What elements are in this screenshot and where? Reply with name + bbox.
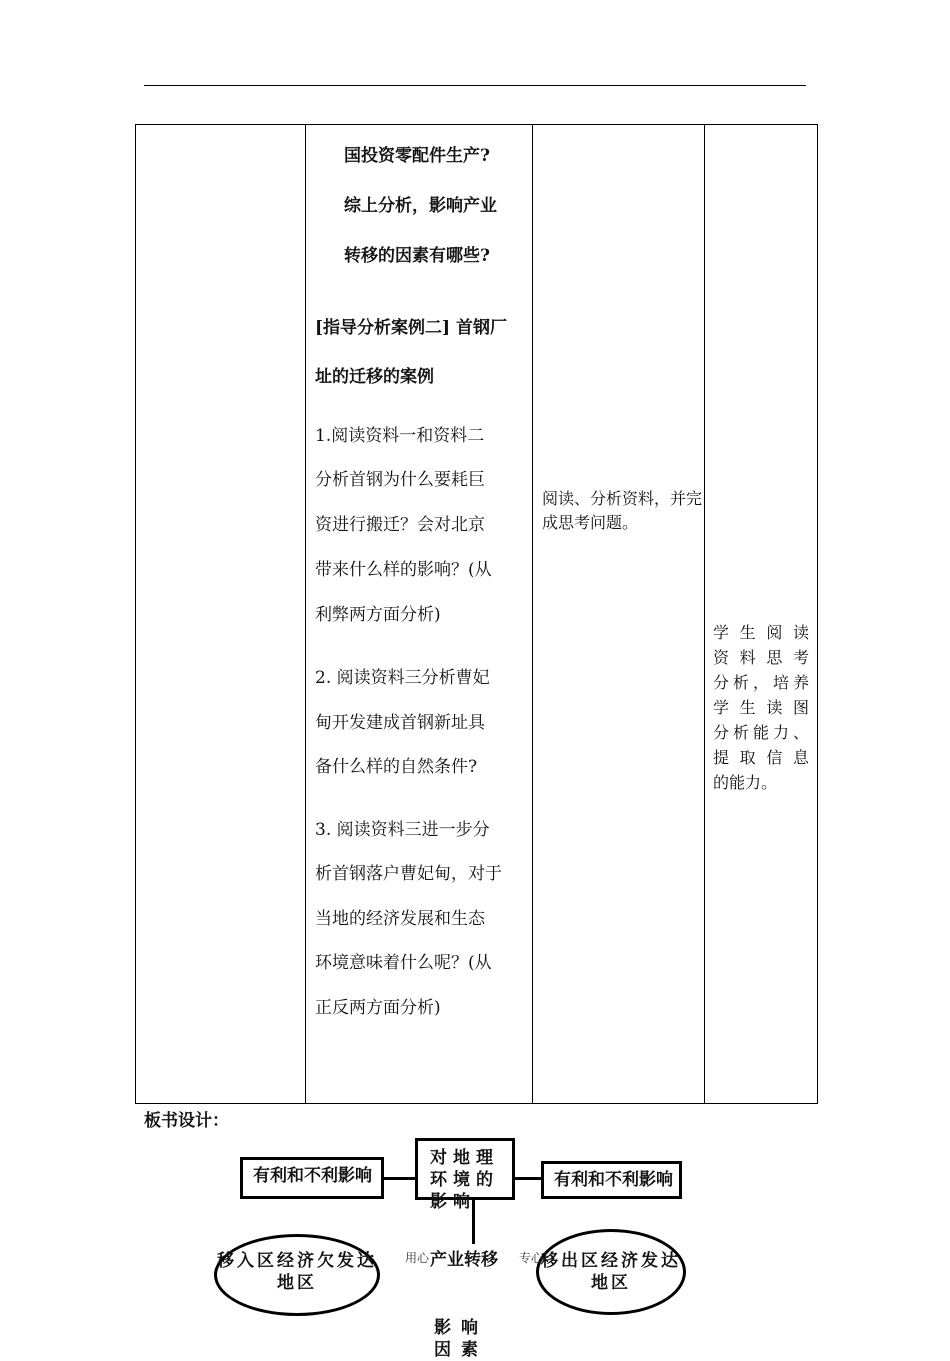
task-line: 带来什么样的影响？(从 (315, 560, 492, 580)
footer-text-right: 专心 (519, 1251, 544, 1265)
header-rule (144, 85, 806, 86)
source-region-ellipse: 移出区经济发达地区 (536, 1229, 686, 1315)
purpose-line: 提取信息 (713, 748, 809, 767)
design-purpose-cell (705, 125, 818, 1104)
lesson-plan-table (135, 124, 818, 1104)
task-line: 当地的经济发展和生态 (315, 909, 485, 929)
receiving-region-ellipse: 移入区经济欠发达地区 (214, 1234, 380, 1316)
industry-transfer-label: 产业转移 (430, 1250, 498, 1270)
purpose-line: 分析，培养 (713, 673, 809, 692)
purpose-line: 学生读图 (713, 698, 809, 717)
purpose-line: 学生阅读 (713, 623, 809, 642)
task-line: 2. 阅读资料三分析曹妃 (315, 668, 490, 688)
board-design-title: 板书设计： (144, 1111, 229, 1131)
question-line: 转移的因素有哪些? (344, 246, 490, 266)
task-line: 甸开发建成首钢新址具 (315, 713, 485, 733)
task-line: 资进行搬迁？会对北京 (315, 515, 485, 535)
connector-right (515, 1177, 541, 1180)
task-line: 1.阅读资料一和资料二 (315, 426, 485, 446)
student-activity-cell (533, 125, 705, 1104)
footer-text-left: 用心 (405, 1251, 430, 1265)
purpose-line: 的能力。 (713, 773, 778, 792)
design-purpose-text (713, 620, 809, 795)
teacher-activity-cell (306, 125, 533, 1104)
task-line: 环境意味着什么呢？(从 (315, 953, 492, 973)
stage-cell (136, 125, 306, 1104)
student-activity-text: 阅读、分析资料，并完成思考问题。 (542, 489, 703, 532)
connector-left (384, 1177, 415, 1180)
case-heading: 址的迁移的案例 (315, 367, 434, 387)
purpose-line: 资料思考 (713, 648, 809, 667)
impact-box-right: 有利和不利影响 (541, 1161, 682, 1199)
question-line: 综上分析，影响产业 (344, 196, 497, 216)
task-line: 分析首钢为什么要耗巨 (315, 470, 485, 490)
task-line: 利弊两方面分析) (315, 605, 441, 625)
question-line: 国投资零配件生产? (344, 146, 490, 166)
task-line: 正反两方面分析) (315, 998, 441, 1018)
impact-box-left: 有利和不利影响 (240, 1157, 384, 1199)
task-line: 3. 阅读资料三进一步分 (315, 820, 490, 840)
task-line: 析首钢落户曹妃甸，对于 (315, 864, 502, 884)
influence-factor-label: 影响因素 (434, 1318, 488, 1360)
environment-impact-box: 对地理环境的影响 (415, 1138, 515, 1200)
task-line: 备什么样的自然条件? (315, 757, 478, 777)
purpose-line: 分析能力、 (713, 723, 809, 742)
case-heading: [指导分析案例二] 首钢厂 (315, 318, 508, 338)
